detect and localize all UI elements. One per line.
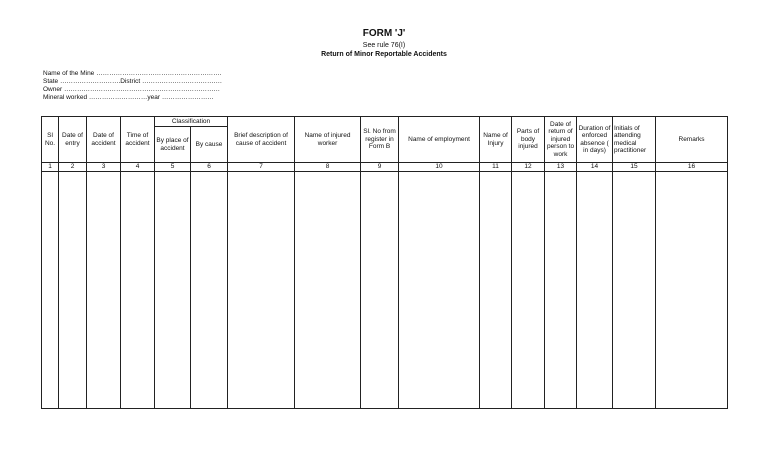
blank-cell[interactable]	[295, 172, 361, 409]
col-header-date-of-accident: Date of accident	[87, 117, 121, 163]
accident-register-table	[41, 116, 728, 409]
column-number: 11	[480, 163, 512, 172]
column-number: 10	[399, 163, 480, 172]
blank-cell[interactable]	[155, 172, 191, 409]
column-number: 9	[361, 163, 399, 172]
col-header-time-of-accident: Time of accident	[121, 117, 155, 163]
col-header-brief-description: Brief description of cause of accident	[228, 117, 295, 163]
form-subtitle: Return of Minor Reportable Accidents	[321, 51, 447, 58]
column-number: 6	[191, 163, 228, 172]
col-header-remarks: Remarks	[656, 117, 728, 163]
blank-cell[interactable]	[480, 172, 512, 409]
column-number: 8	[295, 163, 361, 172]
column-number: 15	[613, 163, 656, 172]
form-title: FORM 'J'	[362, 28, 406, 39]
col-header-employment: Name of employment	[399, 117, 480, 163]
col-header-absence-duration: Duration of enforced absence ( in days)	[577, 117, 613, 163]
col-header-injury: Name of Injury	[480, 117, 512, 163]
blank-cell[interactable]	[613, 172, 656, 409]
state-district-field: State ……………………….District ……………………………….	[43, 78, 222, 85]
blank-cell[interactable]	[656, 172, 728, 409]
column-number: 14	[577, 163, 613, 172]
blank-cell[interactable]	[59, 172, 87, 409]
col-header-register-sl-no: Sl. No from register in Form B	[361, 117, 399, 163]
rule-reference: See rule 76(I)	[362, 42, 406, 49]
blank-cell[interactable]	[228, 172, 295, 409]
col-header-by-cause: By cause	[191, 127, 228, 163]
column-number: 4	[121, 163, 155, 172]
owner-field: Owner ………………………………………………………………	[43, 86, 220, 93]
blank-cell[interactable]	[545, 172, 577, 409]
blank-cell[interactable]	[87, 172, 121, 409]
column-number: 16	[656, 163, 728, 172]
table-body-blank-row	[42, 172, 728, 409]
column-number: 7	[228, 163, 295, 172]
column-number: 3	[87, 163, 121, 172]
column-number: 2	[59, 163, 87, 172]
col-header-by-place: By place of accident	[155, 127, 191, 163]
col-header-sl-no: Sl No.	[42, 117, 59, 163]
blank-cell[interactable]	[399, 172, 480, 409]
blank-cell[interactable]	[361, 172, 399, 409]
blank-cell[interactable]	[577, 172, 613, 409]
column-number: 12	[512, 163, 545, 172]
column-number: 13	[545, 163, 577, 172]
col-header-return-date: Date of return of injured person to work	[545, 117, 577, 163]
blank-cell[interactable]	[191, 172, 228, 409]
col-group-classification: Classification	[155, 117, 228, 127]
blank-cell[interactable]	[42, 172, 59, 409]
mine-name-field: Name of the Mine ………………………………………………….	[43, 70, 222, 77]
blank-cell[interactable]	[512, 172, 545, 409]
col-header-injured-worker: Name of injured worker	[295, 117, 361, 163]
blank-cell[interactable]	[121, 172, 155, 409]
col-header-date-of-entry: Date of entry	[59, 117, 87, 163]
column-number: 5	[155, 163, 191, 172]
mineral-year-field: Mineral worked ………………………year ……………………	[43, 94, 214, 101]
col-header-medical-initials: Initials of attending medical practitioner	[613, 117, 656, 163]
col-header-body-parts: Parts of body injured	[512, 117, 545, 163]
column-number-row	[42, 163, 728, 172]
column-number: 1	[42, 163, 59, 172]
